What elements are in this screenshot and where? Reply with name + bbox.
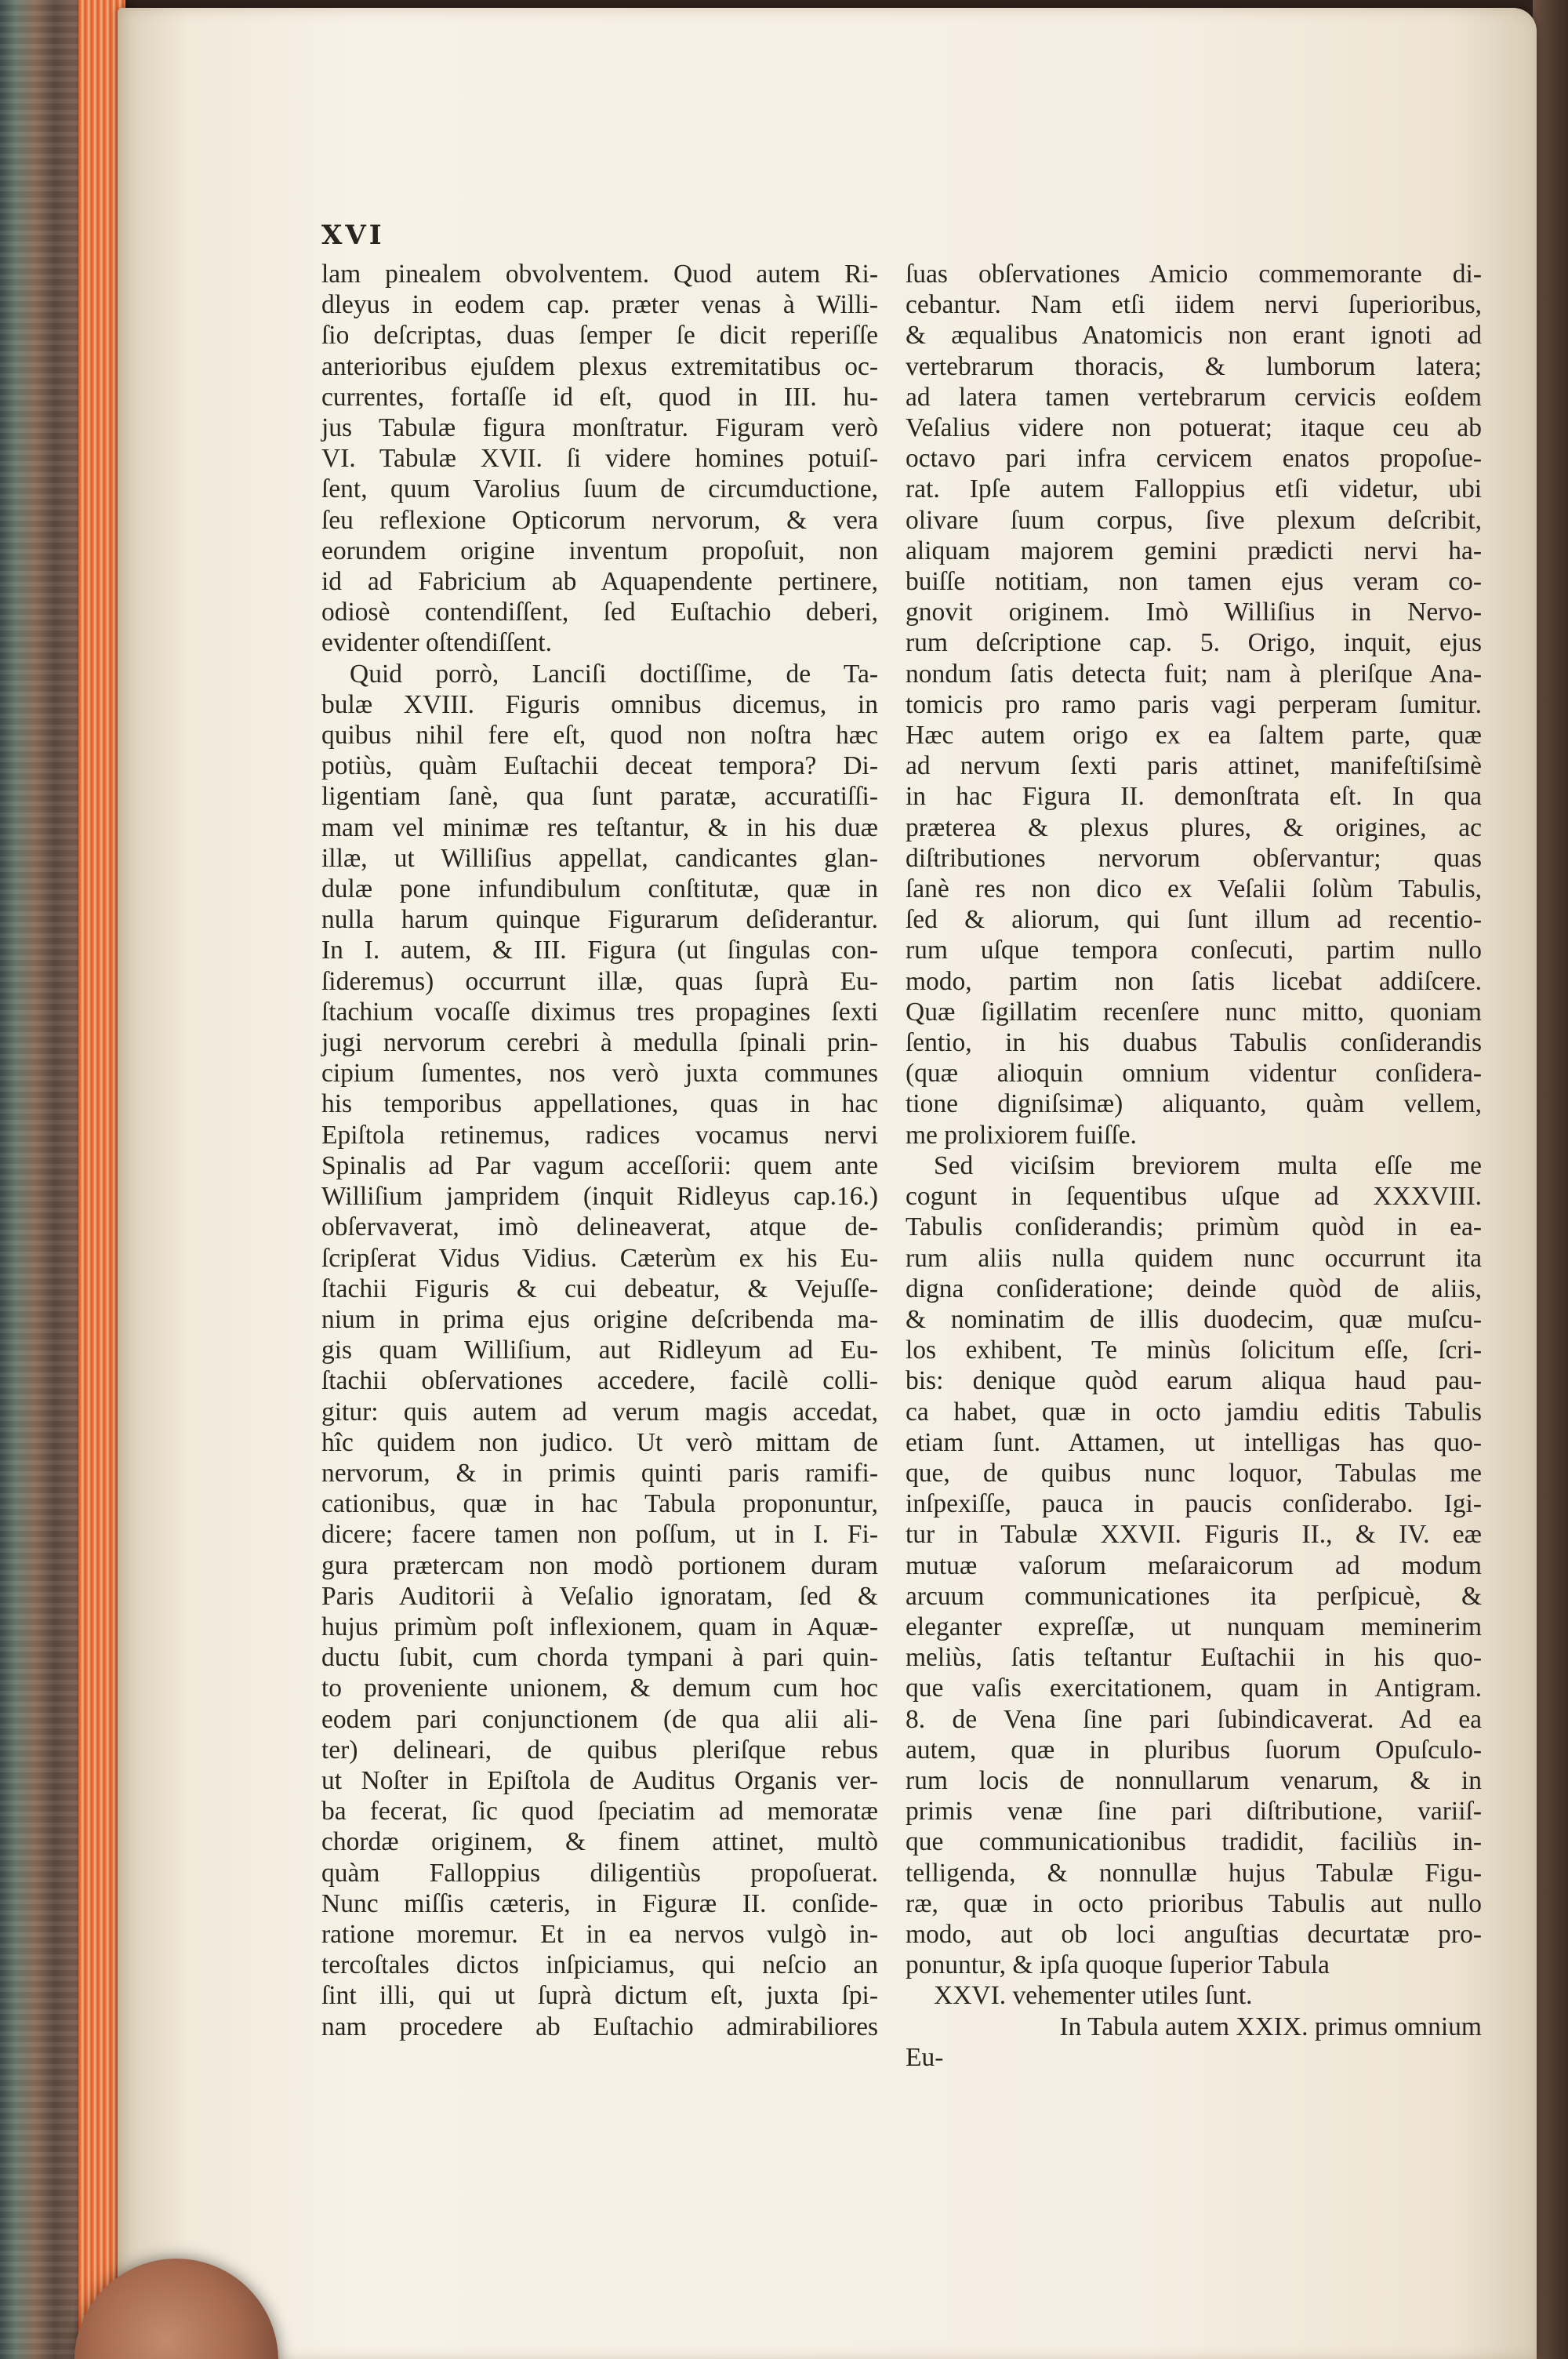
text-line: quàm Falloppius diligentiùs propoſuerat.: [321, 1858, 878, 1888]
text-line: ſed & aliorum, qui ſunt illum ad recentio-: [906, 905, 1482, 935]
text-line: Paris Auditorii à Veſalio ignoratam, ſed &: [321, 1581, 878, 1611]
text-line: tercoſtales dictos inſpiciamus, qui neſcio an: [321, 1950, 878, 1980]
text-line: ut Noſter in Epiſtola de Auditus Organis ver-: [321, 1765, 878, 1795]
text-line: meliùs, ſatis teſtantur Euſtachii in his quo-: [906, 1643, 1482, 1673]
text-line: dleyus in eodem cap. præter venas à Willi-: [321, 290, 878, 320]
text-line: ſideremus) occurrunt illæ, quas ſuprà Eu-: [321, 966, 878, 996]
text-line: (quæ alioquin omnium videntur conſidera-: [906, 1059, 1482, 1089]
text-line: Quid porrò, Lanciſi doctiſſime, de Ta-: [350, 659, 878, 689]
text-line: autem, quæ in pluribus ſuorum Opuſculo-: [906, 1735, 1482, 1765]
text-line: ſio deſcriptas, duas ſemper ſe dicit reperiſſe: [321, 321, 878, 351]
text-line: ſtachii obſervationes accedere, facilè colli-: [321, 1366, 878, 1396]
text-line: illæ, ut Williſius appellat, candicantes glan-: [321, 843, 878, 873]
text-line: cationibus, quæ in hac Tabula proponuntur,: [321, 1489, 878, 1519]
text-line: Epiſtola retinemus, radices vocamus nervi: [321, 1120, 878, 1150]
text-line: eorundem origine inventum propoſuit, non: [321, 536, 878, 565]
text-line: gis quam Williſium, aut Ridleyum ad Eu-: [321, 1336, 878, 1365]
text-line: ter) delineari, de quibus pleriſque rebus: [321, 1735, 878, 1765]
text-line: me prolixiorem fuiſſe.: [906, 1120, 1137, 1150]
text-line: Veſalius videre non potuerat; itaque ceu ab: [906, 413, 1482, 443]
text-line: telligenda, & nonnullæ hujus Tabulæ Figu-: [906, 1858, 1482, 1888]
page-number: XVI: [321, 220, 385, 251]
text-line: Spinalis ad Par vagum acceſſorii: quem ante: [321, 1150, 878, 1180]
text-line: XXVI. vehementer utiles ſunt.: [934, 1981, 1253, 2011]
text-line: arcuum communicationes ita perſpicuè, &: [906, 1581, 1482, 1611]
text-line: inſpexiſſe, pauca in paucis conſiderabo. Igi-: [906, 1489, 1482, 1519]
text-line: dulæ pone infundibulum conſtitutæ, quæ in: [321, 874, 878, 904]
text-line: ca habet, quæ in octo jamdiu editis Tabulis: [906, 1397, 1482, 1427]
text-line: evidenter oſtendiſſent.: [321, 628, 552, 658]
text-line: In Tabula autem XXIX. primus omnium: [1059, 2012, 1482, 2041]
text-line: & æqualibus Anatomicis non erant ignoti ad: [906, 321, 1482, 351]
text-line: bulæ XVIII. Figuris omnibus dicemus, in: [321, 689, 878, 719]
text-line: hujus primùm poſt inflexionem, quam in Aquæ-: [321, 1612, 878, 1641]
text-line: hîc quidem non judico. Ut verò mittam de: [321, 1427, 878, 1457]
text-line: Quæ ſigillatim recenſere nunc mitto, quoniam: [906, 997, 1482, 1027]
text-line: ad latera tamen vertebrarum cervicis eoſdem: [906, 382, 1482, 412]
text-line: gitur: quis autem ad verum magis accedat,: [321, 1397, 878, 1427]
text-line: eleganter expreſſæ, ut nunquam meminerim: [906, 1612, 1482, 1641]
text-line: cebantur. Nam etſi iidem nervi ſuperioribus,: [906, 290, 1482, 320]
text-line: ſcripſerat Vidus Vidius. Cæterùm ex his Eu-: [321, 1243, 878, 1273]
text-line: nondum ſatis detecta fuit; nam à pleriſque Ana-: [906, 659, 1482, 689]
text-line: ſtachium vocaſſe diximus tres propagines ſexti: [321, 997, 878, 1027]
text-line: cipium ſumentes, nos verò juxta communes: [321, 1059, 878, 1089]
text-line: rat. Ipſe autem Falloppius etſi videtur, ubi: [906, 474, 1482, 504]
text-line: potiùs, quàm Euſtachii deceat tempora? Di-: [321, 751, 878, 781]
text-line: mutuæ vaſorum meſaraicorum ad modum: [906, 1550, 1482, 1580]
text-line: rum aliis nulla quidem nunc occurrunt ita: [906, 1243, 1482, 1273]
text-line: que, de quibus nunc loquor, Tabulas me: [906, 1458, 1482, 1488]
text-line: gura prætercam non modò portionem duram: [321, 1550, 878, 1580]
text-line: ſeu reflexione Opticorum nervorum, & vera: [321, 505, 878, 535]
text-line: ba fecerat, ſic quod ſpeciatim ad memoratæ: [321, 1797, 878, 1826]
text-line: jugi nervorum cerebri à medulla ſpinali prin-: [321, 1028, 878, 1058]
text-line: rum deſcriptione cap. 5. Origo, inquit, ejus: [906, 628, 1482, 658]
right-page-edge: [1533, 0, 1568, 2359]
left-text-column: [321, 259, 878, 2042]
text-line: ductu ſubit, cum chorda tympani à pari quin-: [321, 1643, 878, 1673]
text-line: gnovit originem. Imò Williſius in Nervo-: [906, 598, 1482, 627]
text-line: eodem pari conjunctionem (de qua alii ali-: [321, 1704, 878, 1734]
text-line: his temporibus appellationes, quas in hac: [321, 1089, 878, 1119]
text-line: Sed viciſsim breviorem multa eſſe me: [934, 1150, 1482, 1180]
text-line: modo, partim non ſatis licebat addiſcere.: [906, 966, 1482, 996]
text-line: ſentio, in his duabus Tabulis conſiderandis: [906, 1028, 1482, 1058]
text-line: chordæ originem, & finem attinet, multò: [321, 1827, 878, 1857]
text-line: mam vel minimæ res teſtantur, & in his duæ: [321, 812, 878, 842]
text-line: rum locis de nonnullarum venarum, & in: [906, 1765, 1482, 1795]
text-line: que vaſis exercitationem, quam in Antigram.: [906, 1674, 1482, 1703]
text-line: Hæc autem origo ex ea ſaltem parte, quæ: [906, 721, 1482, 751]
text-line: ſuas obſervationes Amicio commemorante di-: [906, 260, 1482, 289]
text-line: vertebrarum thoracis, & lumborum latera;: [906, 351, 1482, 381]
text-line: etiam ſunt. Attamen, ut intelligas has quo-: [906, 1427, 1482, 1457]
text-line: Williſium jampridem (inquit Ridleyus cap.16.): [321, 1182, 878, 1212]
text-line: rum uſque tempora conſecuti, partim nullo: [906, 936, 1482, 965]
text-line: nulla harum quinque Figurarum deſiderantur.: [321, 905, 878, 935]
text-line: nam procedere ab Euſtachio admirabiliores: [321, 2012, 878, 2041]
text-line: ræ, quæ in octo prioribus Tabulis aut nullo: [906, 1888, 1482, 1918]
text-line: Nunc miſſis cæteris, in Figuræ II. conſide-: [321, 1888, 878, 1918]
text-line: In I. autem, & III. Figura (ut ſingulas con-: [321, 936, 878, 965]
text-line: tur in Tabulæ XXVII. Figuris II., & IV. eæ: [906, 1520, 1482, 1550]
text-line: Tabulis conſiderandis; primùm quòd in ea-: [906, 1212, 1482, 1242]
text-line: jus Tabulæ figura monſtratur. Figuram verò: [321, 413, 878, 443]
text-line: tomicis pro ramo paris vagi perperam ſumitur.: [906, 689, 1482, 719]
text-line: & nominatim de illis duodecim, quæ muſcu-: [906, 1304, 1482, 1334]
text-line: ſtachii Figuris & cui debeatur, & Vejuſſe-: [321, 1274, 878, 1303]
text-line: los exhibent, Te minùs ſolicitum eſſe, ſcri-: [906, 1336, 1482, 1365]
text-line: diſtributiones nervorum obſervantur; quas: [906, 843, 1482, 873]
text-line: ratione moremur. Et in ea nervos vulgò in-: [321, 1919, 878, 1949]
text-line: dicere; facere tamen non poſſum, ut in I. Fi-: [321, 1520, 878, 1550]
text-line: obſervaverat, imò delineaverat, atque de-: [321, 1212, 878, 1242]
text-line: cogunt in ſequentibus uſque ad XXXVIII.: [906, 1182, 1482, 1212]
text-line: præterea & plexus plures, & origines, ac: [906, 812, 1482, 842]
text-line: ſint illi, qui ut ſuprà dictum eſt, juxta ſpi-: [321, 1981, 878, 2011]
text-line: tione digniſsimæ) aliquanto, quàm vellem,: [906, 1089, 1482, 1119]
text-line: nervorum, & in primis quinti paris ramifi-: [321, 1458, 878, 1488]
text-line: quibus nihil fere eſt, quod non noſtra hæc: [321, 721, 878, 751]
text-line: ſanè res non dico ex Veſalii ſolùm Tabulis,: [906, 874, 1482, 904]
text-line: aliquam majorem gemini prædicti nervi ha-: [906, 536, 1482, 565]
text-line: ponuntur, & ipſa quoque ſuperior Tabula: [906, 1950, 1330, 1980]
text-line: odiosè contendiſſent, ſed Euſtachio deberi,: [321, 598, 878, 627]
text-line: currentes, fortaſſe id eſt, quod in III. hu-: [321, 382, 878, 412]
text-line: que communicationibus tradidit, faciliùs in-: [906, 1827, 1482, 1857]
text-line: VI. Tabulæ XVII. ſi videre homines potuiſ-: [321, 444, 878, 474]
text-line: in hac Figura II. demonſtrata eſt. In qua: [906, 782, 1482, 812]
text-line: 8. de Vena ſine pari ſubindicaverat. Ad ea: [906, 1704, 1482, 1734]
text-line: nium in prima ejus origine deſcribenda ma-: [321, 1304, 878, 1334]
text-line: primis venæ ſine pari diſtributione, variiſ-: [906, 1797, 1482, 1826]
text-line: ſent, quum Varolius ſuum de circumductione,: [321, 474, 878, 504]
text-line: ad nervum ſexti paris attinet, manifeſtiſsimè: [906, 751, 1482, 781]
text-line: buiſſe notitiam, non tamen ejus veram co-: [906, 567, 1482, 597]
text-line: to proveniente unionem, & demum cum hoc: [321, 1674, 878, 1703]
text-line: olivare ſuum corpus, ſive plexum deſcribit,: [906, 505, 1482, 535]
text-line: ligentiam ſanè, qua ſunt paratæ, accuratiſſi-: [321, 782, 878, 812]
text-line: bis: denique quòd earum aliqua haud pau-: [906, 1366, 1482, 1396]
right-text-column: [906, 259, 1482, 2073]
text-line: Eu-: [906, 2042, 944, 2072]
text-line: id ad Fabricium ab Aquapendente pertinere,: [321, 567, 878, 597]
text-line: octavo pari infra cervicem enatos propoſue-: [906, 444, 1482, 474]
text-line: digna conſideratione; deinde quòd de aliis,: [906, 1274, 1482, 1303]
text-line: lam pinealem obvolventem. Quod autem Ri-: [321, 260, 878, 289]
text-line: anterioribus ejuſdem plexus extremitatibus oc-: [321, 351, 878, 381]
text-line: modo, aut ob loci anguſtias decurtatæ pro-: [906, 1919, 1482, 1949]
